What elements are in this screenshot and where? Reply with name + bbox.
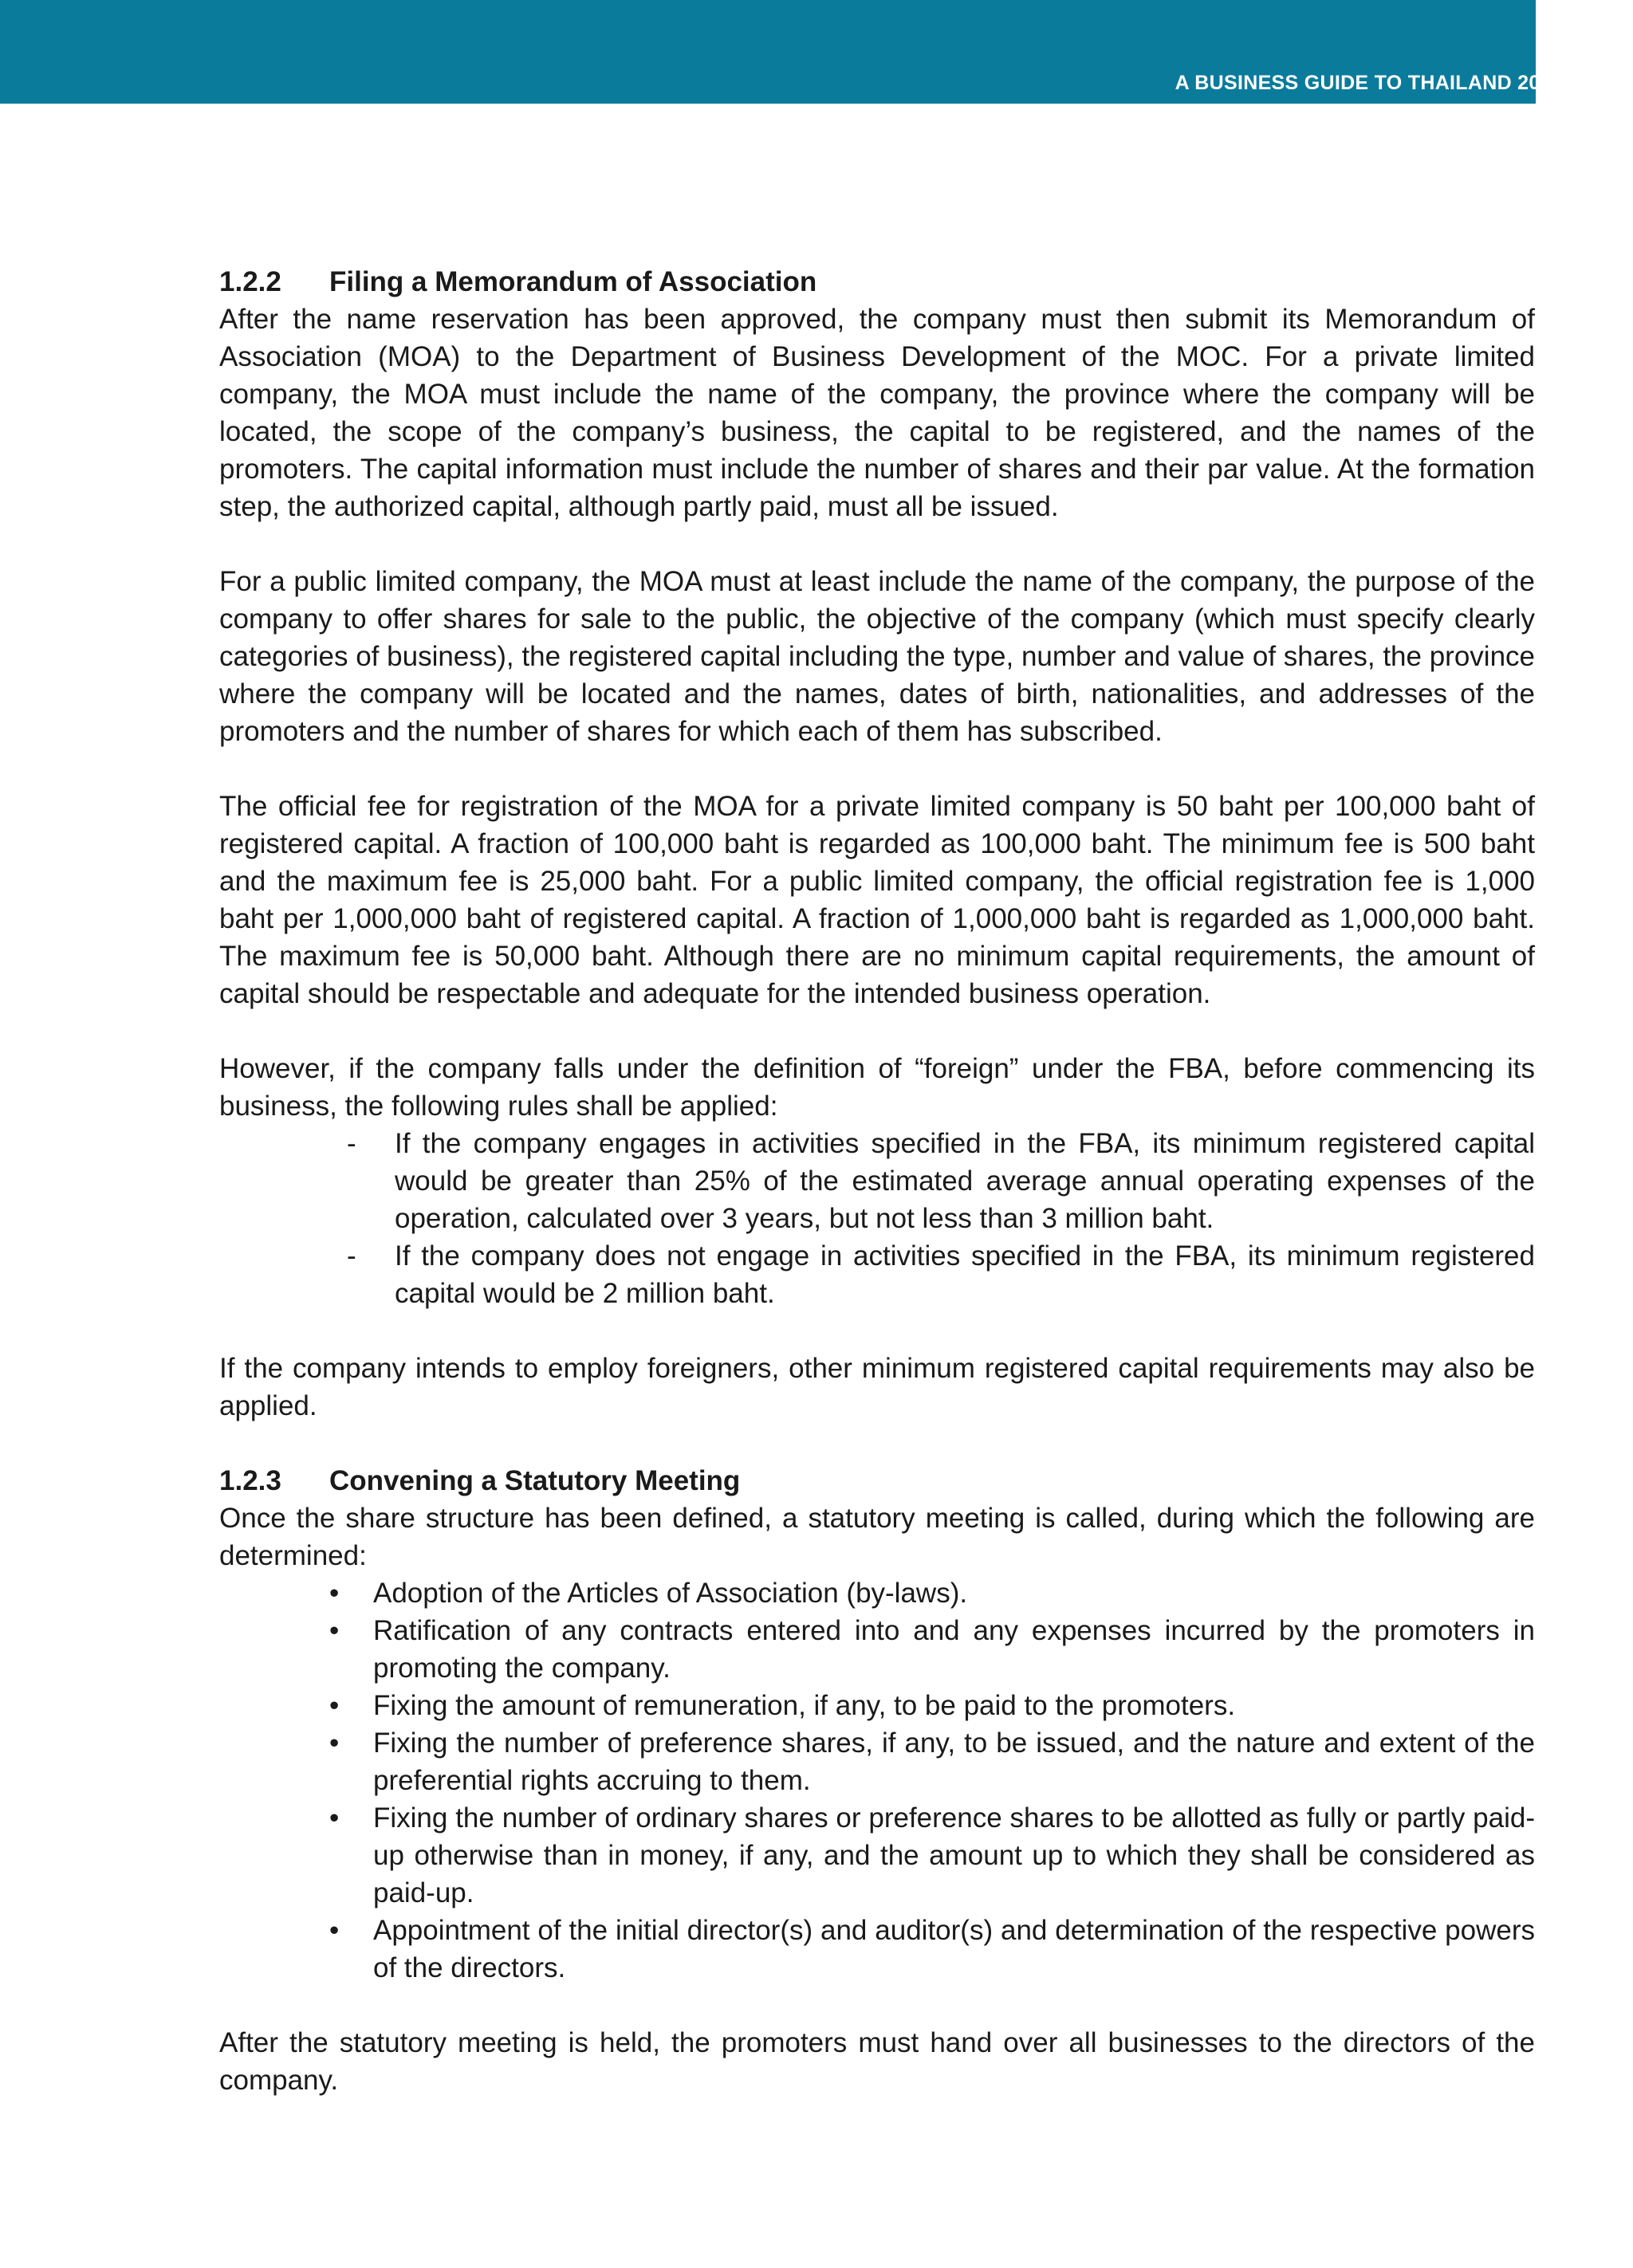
list-item [219,1237,1535,1312]
paragraph-employ-foreigners: If the company intends to employ foreigners, other minimum registered capital requirements may also be applied. [219,1353,1535,1421]
list-item [219,1125,1535,1237]
paragraph-statutory-intro: Once the share structure has been defined, a statutory meeting is called, during which the following are determined: [219,1503,1535,1571]
bullet-marker: • [329,1690,340,1721]
section-heading-1-2-2 [219,263,1535,301]
list-item-text: Fixing the number of preference shares, if any, to be issued, and the nature and extent of the preferential rights accruing to them. [373,1728,1535,1796]
list-item-text: Adoption of the Articles of Association (by-laws). [373,1578,968,1609]
section-title: Convening a Statutory Meeting [329,1465,741,1496]
section-number: 1.2.2 [219,266,281,297]
paragraph-moa-public: For a public limited company, the MOA must at least include the name of the company, the purpose of the company to offer shares for sale to the public, the objective of the company (which must specify clearly categories of business), the registered capital including the type, number and value of shares, the province where the company will be located and the names, dates of birth, nationalities, and addresses of the promoters and the number of shares for which each of them has subscribed. [219,566,1535,747]
list-item-text: Fixing the amount of remuneration, if any, to be paid to the promoters. [373,1690,1236,1721]
list-item-text: Ratification of any contracts entered into and any expenses incurred by the promoters in promoting the company. [373,1615,1535,1684]
foreign-rules-list [219,1125,1535,1312]
bullet-marker: • [329,1802,340,1834]
list-item-text: If the company engages in activities specified in the FBA, its minimum registered capital would be greater than 25% of the estimated average annual operating expenses of the operation, calculated over 3 years, but not less than 3 million baht. [395,1128,1535,1234]
dash-marker: - [347,1240,356,1272]
statutory-meeting-list [219,1574,1535,1987]
paragraph-closing: After the statutory meeting is held, the promoters must hand over all businesses to the directors of the company. [219,2027,1535,2096]
page-number: 9 [1588,41,1615,96]
list-item [219,1574,1535,1612]
list-item-text: Appointment of the initial director(s) and auditor(s) and determination of the respective powers of the directors. [373,1915,1535,1983]
bullet-marker: • [329,1728,340,1759]
bullet-marker: • [329,1578,340,1609]
section-number: 1.2.3 [219,1465,281,1496]
list-item-text: If the company does not engage in activities specified in the FBA, its minimum registered capital would be 2 million baht. [395,1240,1535,1309]
bullet-marker: • [329,1915,340,1946]
list-item [219,1612,1535,1687]
running-header-title: A BUSINESS GUIDE TO THAILAND 2014 [1175,72,1563,94]
section-heading-1-2-3 [219,1462,1535,1500]
dash-marker: - [347,1128,356,1159]
paragraph-foreign-rules: However, if the company falls under the definition of “foreign” under the FBA, before commencing its business, the following rules shall be applied: [219,1053,1535,1122]
section-title: Filing a Memorandum of Association [329,266,817,297]
list-item [219,1799,1535,1912]
paragraph-registration-fee: The official fee for registration of the MOA for a private limited company is 50 baht per 100,000 baht of registered capital. A fraction of 100,000 baht is regarded as 100,000 baht. The minimum fee is 500 baht and the maximum fee is 25,000 baht. For a public limited company, the official registration fee is 1,000 baht per 1,000,000 baht of registered capital. A fraction of 1,000,000 baht is regarded as 1,000,000 baht. The maximum fee is 50,000 baht. Although there are no minimum capital requirements, the amount of capital should be respectable and adequate for the intended business operation. [219,791,1535,1009]
paragraph-moa-private: After the name reservation has been approved, the company must then submit its Memorandum of Association (MOA) to the Department of Business Development of the MOC. For a private limited company, the MOA must include the name of the company, the province where the company will be located, the scope of the company’s business, the capital to be registered, and the names of the promoters. The capital information must include the number of shares and their par value. At the formation step, the authorized capital, although partly paid, must all be issued. [219,304,1535,522]
list-item-text: Fixing the number of ordinary shares or preference shares to be allotted as fully or partly paid-up otherwise than in money, if any, and the amount up to which they shall be considered as paid-up. [373,1802,1535,1908]
page-content [219,263,1535,2099]
list-item [219,1724,1535,1799]
list-item [219,1687,1535,1724]
list-item [219,1912,1535,1987]
bullet-marker: • [329,1615,340,1646]
